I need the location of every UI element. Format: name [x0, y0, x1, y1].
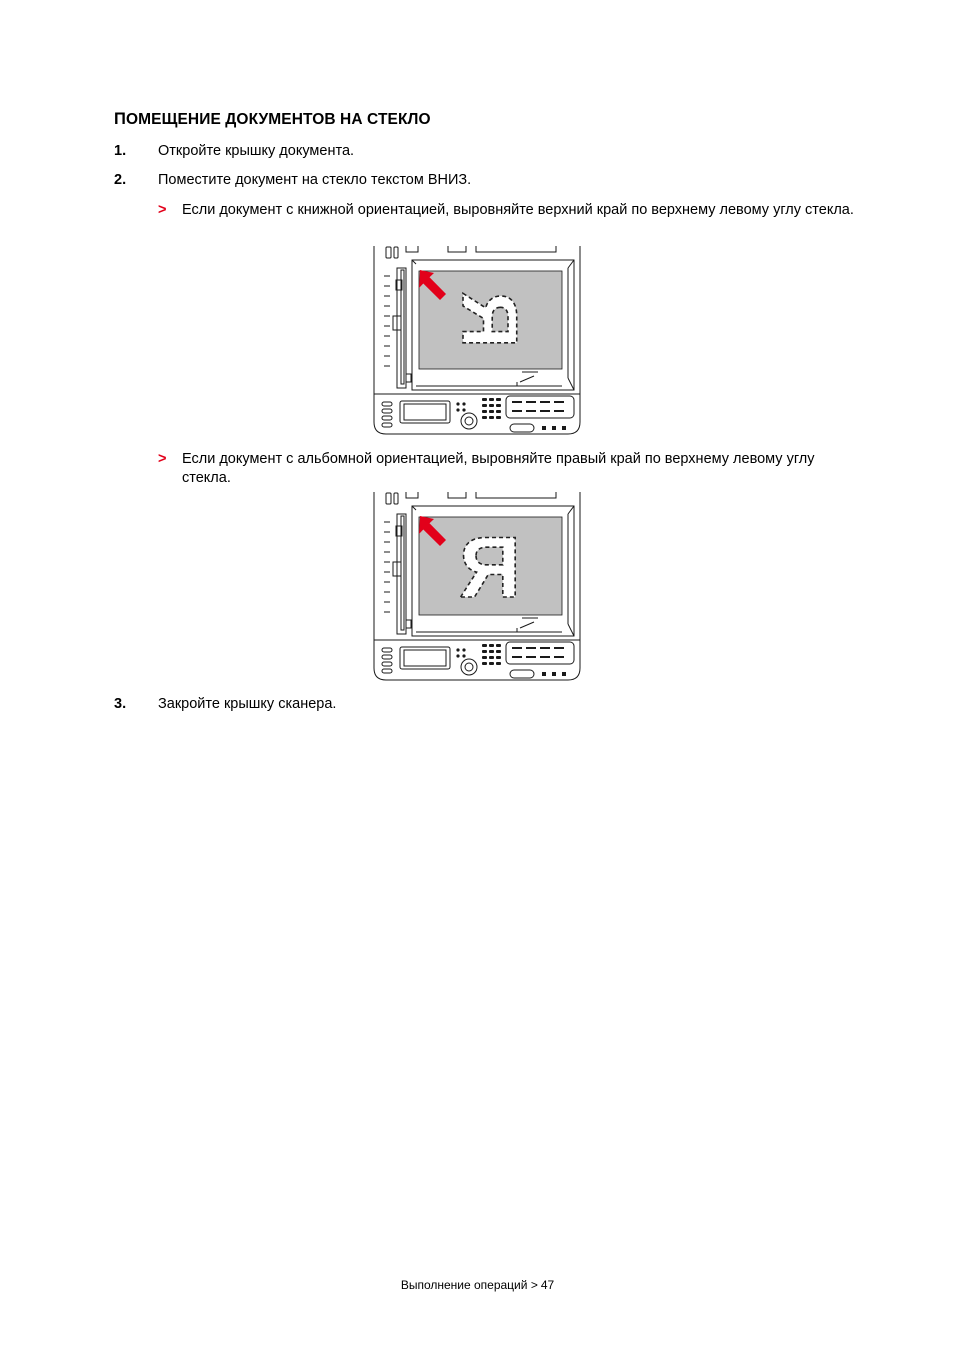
substep-text: Если документ с книжной ориентацией, выровняйте верхний край по верхнему левому углу стекла.	[182, 202, 854, 218]
scanner-landscape-illustration	[372, 492, 582, 682]
section-heading	[114, 110, 431, 129]
scanner-portrait-illustration	[372, 246, 582, 436]
step-text: Откройте крышку документа.	[158, 143, 355, 159]
substep-marker: >	[158, 451, 167, 467]
step-number: 2.	[114, 172, 127, 188]
document-letter-glyph: Я	[446, 291, 534, 349]
step-number: 3.	[114, 696, 127, 712]
heading-rest: ОМЕЩЕНИЕ ДОКУМЕНТОВ НА СТЕКЛО	[125, 111, 431, 128]
step-number: 1.	[114, 143, 127, 159]
substep-text: Если документ с альбомной ориентацией, выровняйте правый край по верхнему левому углу стекла.	[182, 451, 815, 486]
footer-separator: >	[530, 1278, 538, 1292]
step-text: Поместите документ на стекло текстом ВНИЗ.	[158, 172, 472, 188]
page-footer	[0, 1278, 955, 1292]
substep-marker: >	[158, 202, 167, 218]
document-letter-glyph: Я	[459, 520, 521, 616]
step-text: Закройте крышку сканера.	[158, 696, 337, 712]
footer-page-number: 47	[540, 1278, 555, 1292]
footer-section: Выполнение операций	[400, 1278, 528, 1292]
heading-first-letter: П	[114, 110, 126, 128]
